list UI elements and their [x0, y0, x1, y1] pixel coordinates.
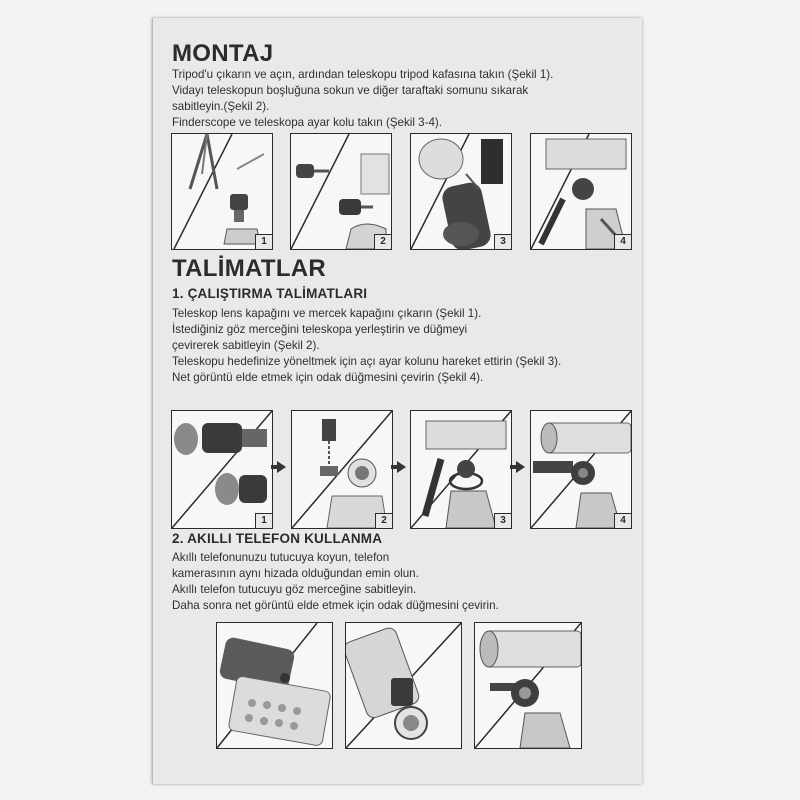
montaj-line-4: Finderscope ve teleskopa ayar kolu takın (Şekil 3-4). [172, 116, 443, 129]
section-1-line-1: Teleskop lens kapağını ve mercek kapağını çıkarın (Şekil 1). [172, 307, 482, 320]
figure-number: 2 [375, 513, 392, 528]
lens-cap-removal-illustration [172, 411, 272, 528]
angle-adjust-illustration [411, 411, 511, 528]
montaj-line-3: sabitleyin.(Şekil 2). [172, 100, 270, 113]
montaj-figure-2 [290, 133, 392, 250]
section-1-line-2: İstediğiniz göz merceğini teleskopa yerleştirin ve düğmeyi [172, 323, 468, 336]
operation-figure-2 [291, 410, 393, 529]
montaj-heading: MONTAJ [172, 40, 274, 67]
focus-with-phone-illustration [475, 623, 581, 748]
phone-holder-illustration [217, 623, 332, 748]
montaj-figure-1 [171, 133, 273, 250]
section-2-heading: 2. AKILLI TELEFON KULLANMA [172, 531, 383, 546]
montaj-figure-3 [410, 133, 512, 250]
section-2-line-4: Daha sonra net görüntü elde etmek için odak düğmesini çevirin. [172, 599, 499, 612]
phone-figure-2 [345, 622, 462, 749]
tripod-head-illustration [172, 134, 272, 249]
section-1-heading: 1. ÇALIŞTIRMA TALİMATLARI [172, 286, 368, 301]
next-step-arrow [397, 461, 406, 473]
figure-number: 3 [494, 513, 511, 528]
talimatlar-heading: TALİMATLAR [172, 255, 327, 282]
section-2-line-2: kamerasının aynı hizada olduğundan emin olun. [172, 567, 419, 580]
figure-number: 3 [494, 234, 511, 249]
section-2-line-1: Akıllı telefonunuzu tutucuya koyun, telefon [172, 551, 390, 564]
operation-figure-1 [171, 410, 273, 529]
figure-number: 1 [255, 513, 272, 528]
montaj-figure-4 [530, 133, 632, 250]
section-1-line-5: Net görüntü elde etmek için odak düğmesini çevirin (Şekil 4). [172, 371, 484, 384]
section-1-line-4: Teleskopu hedefinize yöneltmek için açı ayar kolunu hareket ettirin (Şekil 3). [172, 355, 562, 368]
eyepiece-insert-illustration [292, 411, 392, 528]
operation-figure-3 [410, 410, 512, 529]
phone-figure-3 [474, 622, 582, 749]
next-step-arrow [516, 461, 525, 473]
figure-number: 4 [614, 513, 631, 528]
montaj-line-2: Vidayı teleskopun boşluğuna sokun ve diğer taraftaki somunu sıkarak [172, 84, 529, 97]
holder-eyepiece-illustration [346, 623, 461, 748]
focus-knob-illustration [531, 411, 631, 528]
montaj-line-1: Tripod'u çıkarın ve açın, ardından teleskopu tripod kafasına takın (Şekil 1). [172, 68, 554, 81]
section-2-line-3: Akıllı telefon tutucuyu göz merceğine sabitleyin. [172, 583, 417, 596]
next-step-arrow [277, 461, 286, 473]
figure-number: 1 [255, 234, 272, 249]
finderscope-illustration [411, 134, 511, 249]
phone-figure-1 [216, 622, 333, 749]
figure-number: 4 [614, 234, 631, 249]
adjustment-rod-illustration [531, 134, 631, 249]
screw-insert-illustration [291, 134, 391, 249]
operation-figure-4 [530, 410, 632, 529]
section-1-line-3: çevirerek sabitleyin (Şekil 2). [172, 339, 320, 352]
figure-number: 2 [374, 234, 391, 249]
